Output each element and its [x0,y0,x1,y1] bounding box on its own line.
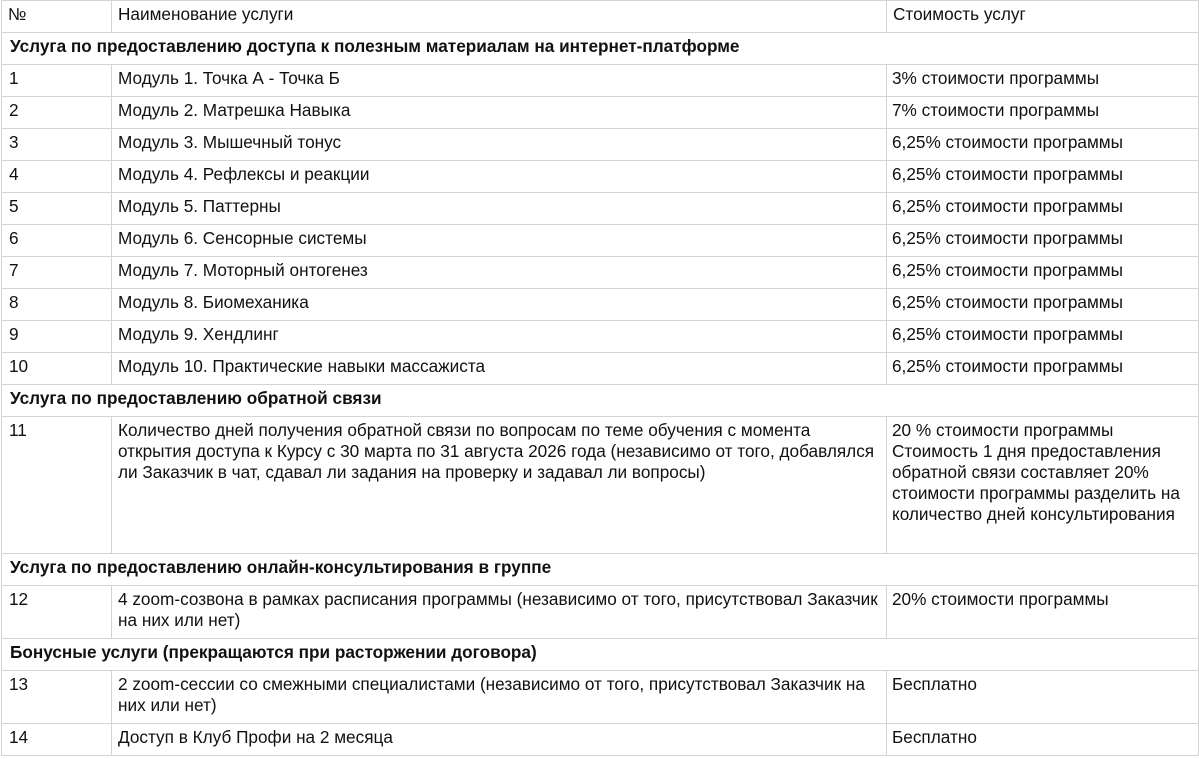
header-num: № [2,1,112,33]
table-row [2,65,1199,97]
row-name: Модуль 8. Биомеханика [112,289,887,321]
table-row [2,671,1199,724]
row-price: 6,25% стоимости программы [887,289,1199,321]
row-name: Модуль 9. Хендлинг [112,321,887,353]
row-price: 20 % стоимости программы Стоимость 1 дня предоставления обратной связи составляет 20% стоимости программы разделить на количество дней консультирования [887,417,1199,554]
row-price: 3% стоимости программы [887,65,1199,97]
row-num: 8 [2,289,112,321]
row-name: Модуль 7. Моторный онтогенез [112,257,887,289]
row-price: Бесплатно [887,724,1199,756]
row-price: 7% стоимости программы [887,97,1199,129]
row-num: 7 [2,257,112,289]
table-row [2,353,1199,385]
row-name: Модуль 1. Точка А - Точка Б [112,65,887,97]
section-title: Услуга по предоставлению онлайн-консультирования в группе [2,554,1199,586]
row-num: 3 [2,129,112,161]
table-header-row [2,1,1199,33]
row-num: 10 [2,353,112,385]
row-name: Количество дней получения обратной связи по вопросам по теме обучения с момента открытия доступа к Курсу с 30 марта по 31 августа 2026 года (независимо от того, добавлялся ли Заказчик в чат, сдавал ли задания на проверку и задавал ли вопросы) [112,417,887,554]
row-price: 6,25% стоимости программы [887,225,1199,257]
row-price: 6,25% стоимости программы [887,129,1199,161]
row-num: 6 [2,225,112,257]
row-name: Модуль 2. Матрешка Навыка [112,97,887,129]
section-row [2,385,1199,417]
table-row [2,129,1199,161]
header-name: Наименование услуги [112,1,887,33]
table-row [2,257,1199,289]
table-row [2,586,1199,639]
row-price: 6,25% стоимости программы [887,193,1199,225]
section-title: Услуга по предоставлению обратной связи [2,385,1199,417]
table-row [2,724,1199,756]
row-num: 1 [2,65,112,97]
row-name: 4 zoom-созвона в рамках расписания программы (независимо от того, присутствовал Заказчик на них или нет) [112,586,887,639]
row-num: 13 [2,671,112,724]
header-price: Стоимость услуг [887,1,1199,33]
row-num: 9 [2,321,112,353]
row-price: 20% стоимости программы [887,586,1199,639]
row-price: 6,25% стоимости программы [887,353,1199,385]
row-price: Бесплатно [887,671,1199,724]
row-name: Доступ в Клуб Профи на 2 месяца [112,724,887,756]
table-row [2,161,1199,193]
table-row [2,417,1199,554]
row-num: 12 [2,586,112,639]
row-num: 5 [2,193,112,225]
row-num: 11 [2,417,112,554]
table-row [2,193,1199,225]
row-name: Модуль 4. Рефлексы и реакции [112,161,887,193]
section-row [2,639,1199,671]
row-num: 2 [2,97,112,129]
table-row [2,321,1199,353]
section-row [2,33,1199,65]
row-num: 14 [2,724,112,756]
row-name: Модуль 3. Мышечный тонус [112,129,887,161]
services-table [1,0,1199,756]
section-title: Услуга по предоставлению доступа к полезным материалам на интернет-платформе [2,33,1199,65]
row-price: 6,25% стоимости программы [887,161,1199,193]
row-name: 2 zoom-сессии со смежными специалистами (независимо от того, присутствовал Заказчик на них или нет) [112,671,887,724]
section-title: Бонусные услуги (прекращаются при расторжении договора) [2,639,1199,671]
row-num: 4 [2,161,112,193]
section-row [2,554,1199,586]
row-name: Модуль 5. Паттерны [112,193,887,225]
table-row [2,225,1199,257]
table-row [2,289,1199,321]
row-name: Модуль 10. Практические навыки массажиста [112,353,887,385]
row-name: Модуль 6. Сенсорные системы [112,225,887,257]
row-price: 6,25% стоимости программы [887,257,1199,289]
table-row [2,97,1199,129]
row-price: 6,25% стоимости программы [887,321,1199,353]
